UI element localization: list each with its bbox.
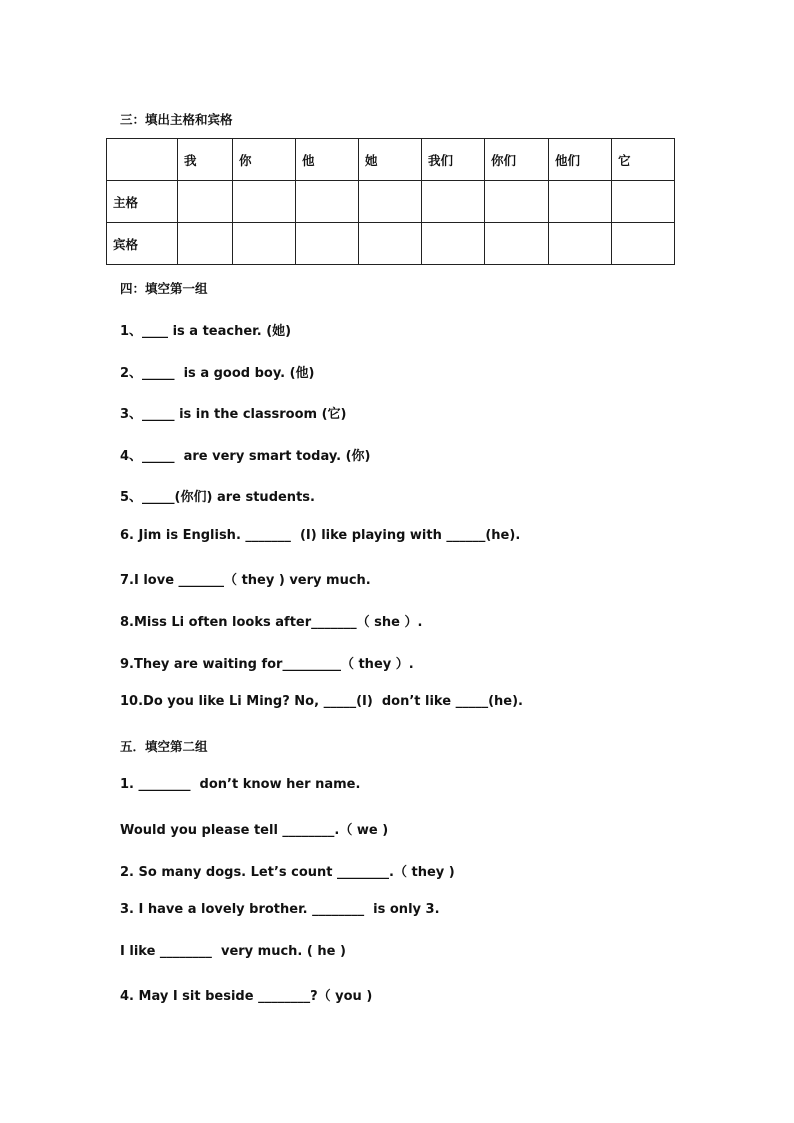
answer-cell[interactable] bbox=[296, 223, 359, 265]
answer-cell[interactable] bbox=[549, 223, 612, 265]
section3-heading: 三：填出主格和宾格 bbox=[120, 112, 233, 127]
answer-cell[interactable] bbox=[178, 181, 233, 223]
section4-heading: 四：填空第一组 bbox=[120, 281, 208, 296]
row-label: 宾格 bbox=[107, 223, 178, 265]
exercise-line: 4、_____ are very smart today. (你) bbox=[120, 449, 371, 464]
table-cell bbox=[107, 139, 178, 181]
table-header-cell: 它 bbox=[612, 139, 675, 181]
answer-cell[interactable] bbox=[612, 223, 675, 265]
answer-cell[interactable] bbox=[612, 181, 675, 223]
answer-cell[interactable] bbox=[296, 181, 359, 223]
exercise-line: I like ________ very much. ( he ) bbox=[120, 944, 346, 959]
exercise-line: 3. I have a lovely brother. ________ is only 3. bbox=[120, 902, 440, 917]
exercise-line: 7.I love _______（ they ) very much. bbox=[120, 573, 371, 588]
exercise-line: 5、_____(你们) are students. bbox=[120, 490, 315, 505]
table-header-cell: 我们 bbox=[422, 139, 485, 181]
table-row bbox=[107, 181, 675, 223]
pronoun-table bbox=[106, 138, 675, 265]
exercise-line: 3、_____ is in the classroom (它) bbox=[120, 407, 347, 422]
exercise-line: 2. So many dogs. Let’s count ________.（ they ) bbox=[120, 865, 455, 880]
answer-cell[interactable] bbox=[178, 223, 233, 265]
table-header-cell: 你 bbox=[233, 139, 296, 181]
answer-cell[interactable] bbox=[233, 223, 296, 265]
section5-heading: 五．填空第二组 bbox=[120, 739, 208, 754]
table-header-cell: 她 bbox=[359, 139, 422, 181]
exercise-line: Would you please tell ________.（ we ) bbox=[120, 823, 389, 838]
answer-cell[interactable] bbox=[549, 181, 612, 223]
exercise-line: 1. ________ don’t know her name. bbox=[120, 777, 361, 792]
exercise-line: 10.Do you like Li Ming? No, _____(I) don’t like _____(he). bbox=[120, 694, 523, 709]
exercise-line: 2、_____ is a good boy. (他) bbox=[120, 366, 315, 381]
row-label: 主格 bbox=[107, 181, 178, 223]
table-row bbox=[107, 223, 675, 265]
exercise-line: 6. Jim is English. _______ (I) like playing with ______(he). bbox=[120, 528, 521, 543]
table-header-row bbox=[107, 139, 675, 181]
exercise-line: 1、____ is a teacher. (她) bbox=[120, 324, 292, 339]
exercise-line: 8.Miss Li often looks after_______（ she ）. bbox=[120, 615, 423, 630]
answer-cell[interactable] bbox=[422, 223, 485, 265]
answer-cell[interactable] bbox=[485, 181, 549, 223]
table-header-cell: 他 bbox=[296, 139, 359, 181]
exercise-line: 4. May I sit beside ________?（ you ) bbox=[120, 989, 373, 1004]
table-header-cell: 他们 bbox=[549, 139, 612, 181]
answer-cell[interactable] bbox=[422, 181, 485, 223]
answer-cell[interactable] bbox=[359, 181, 422, 223]
answer-cell[interactable] bbox=[359, 223, 422, 265]
exercise-line: 9.They are waiting for_________（ they ）. bbox=[120, 657, 414, 672]
table-header-cell: 你们 bbox=[485, 139, 549, 181]
answer-cell[interactable] bbox=[233, 181, 296, 223]
table-header-cell: 我 bbox=[178, 139, 233, 181]
answer-cell[interactable] bbox=[485, 223, 549, 265]
